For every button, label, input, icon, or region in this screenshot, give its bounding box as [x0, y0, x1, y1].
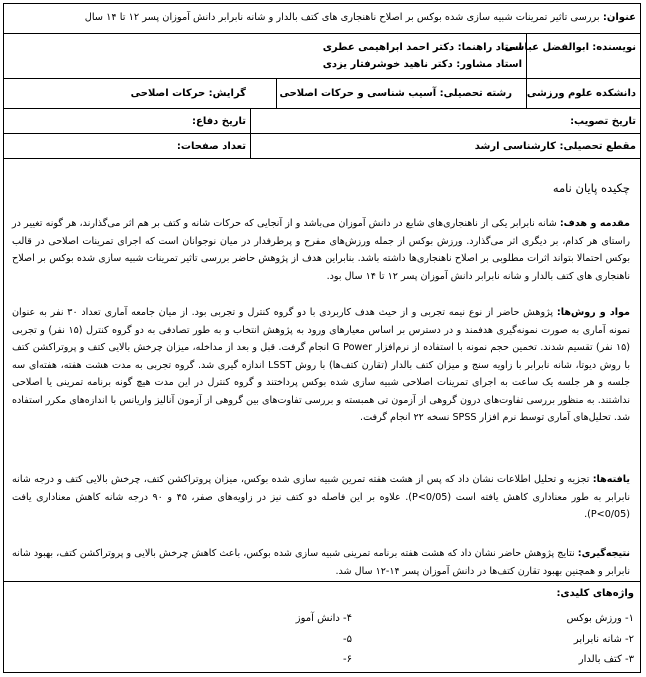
keyword-3: ۳- کتف بالدار [578, 654, 634, 665]
orientation-cell [4, 79, 276, 108]
page-count: تعداد صفحات: [176, 141, 246, 152]
keyword-2: ۲- شانه نابرابر [573, 634, 634, 645]
keywords-section [4, 582, 640, 672]
orientation: گرایش: حرکات اصلاحی [130, 88, 246, 99]
author-row [4, 34, 640, 79]
author-label: نویسنده: [592, 42, 636, 53]
abstract-heading: چکیده پایان نامه [552, 181, 630, 195]
thesis-abstract-form [3, 3, 641, 673]
findings-label: یافته‌ها: [592, 474, 630, 485]
findings-paragraph [12, 471, 630, 524]
intro-label: مقدمه و هدف: [559, 218, 630, 229]
major: رشته تحصیلی: آسیب شناسی و حرکات اصلاحی [279, 88, 512, 99]
keywords-label: واژه‌های کلیدی: [556, 588, 634, 599]
intro-text: شانه نابرابر یکی از ناهنجاری‌های شایع در دانش آموزان می‌باشد و از آنجایی که حرکات شانه و کتف بر هم اثر می‌گذارند، هر گونه تغییر در راستای هر کدام، بر دیگری اثر می‌گذارد. ورزش بوکس از جمله ورزش‌های مفرح و پرطرفدار در میان نوجوانان است که اجرای تمرینات اصلاحی در قالب بوکس احتمالا بتواند اثرات مطلوبی بر اصلاح ناهنجاری‌ها داشته باشد. بنابراین هدف از پژوهش حاضر بررسی تاثیر تمرینات شبیه سازی شده بوکس بر اصلاح ناهنجاری های کتف بالدار و شانه نابرابر دانش آموزان پسر ۱۲ تا ۱۴ سال بود. [12, 218, 630, 282]
advisors-cell [4, 34, 526, 78]
faculty: دانشکده علوم ورزشی [526, 88, 636, 99]
advisor: استاد مشاور: دکتر ناهید خوشرفتار یزدی [322, 59, 522, 70]
methods-text: پژوهش حاضر از نوع نیمه تجربی و از حیث هدف کاربردی با دو گروه کنترل و تجربی بود. از میان جامعه آماری تعداد ۳۰ نفر به عنوان نمونه آماری به صورت نمونه‌گیری هدفمند و در دسترس بر اساس معیارهای ورود به پژوهش انتخاب و به طور تصادفی به دو گروه کنترل (۱۵ نفر) و تجربی (۱۵ نفر) تقسیم شدند. تخمین حجم نمونه با استفاده از نرم‌افزار G Power انجام گرفت. قبل و بعد از مداخله، میزان چرخش بالایی کتف و پروتراکشن کتف با روش دیوتا، شانه نابرابر با زاویه سنج و میزان کتف بالدار (تقارن کتف‌ها) با روش LSST اندازه گیری شد. گروه تجربی به مدت هشت هفته، هفته‌ای سه جلسه و هر جلسه‌ یک ساعت به اجرای تمرینات اصلاحی شبیه سازی شده بوکس پرداختند و گروه کنترل در این مدت هیچ گونه برنامه تمرینی یا اصلاحی نداشتند. به منظور بررسی تفاوت‌های درون گروهی از آزمون تی همبسته و بررسی تفاوت‌های بین گروهی از آزمون آنالیز واریانس با اندازه‌های مکرر استفاده شد. تحلیل‌های آماری توسط نرم افزار SPSS نسخه ۲۲ انجام گرفت. [12, 307, 630, 423]
keyword-1: ۱- ورزش بوکس [566, 613, 634, 624]
defense-date: تاریخ دفاع: [192, 116, 246, 127]
methods-paragraph [12, 304, 630, 427]
keyword-5: ۵- [343, 634, 352, 645]
author-name: ابوالفضل عباسی [504, 42, 590, 53]
title-label: عنوان: [602, 12, 636, 23]
keyword-6: ۶- [343, 654, 352, 665]
approval-cell [250, 109, 640, 133]
faculty-row [4, 79, 640, 109]
findings-text: تجزیه و تحلیل اطلاعات نشان داد که پس از هشت هفته تمرین شبیه سازی شده بوکس، میزان پروتراکشن کتف، چرخش بالایی کتف و درجه شانه نابرابر به طور معناداری کاهش یافته است (P<0/05). علاوه بر این فاصله دو کتف نیز در زاویه‌های صفر، ۴۵ و ۹۰ درجه شانه کاهش معناداری یافت (P<0/05). [12, 474, 630, 520]
dates-row [4, 109, 640, 134]
conclusion-text: نتایج پژوهش حاضر نشان داد که هشت هفته برنامه تمرینی شبیه سازی شده بوکس، باعث کاهش چرخش بالایی و پروتراکشن کتف، بهبود شانه نابرابر و همچنین بهبود تقارن کتف‌ها در دانش آموزان پسر ۱۴-۱۲ سال شد. [12, 548, 630, 577]
title-text: بررسی تاثیر تمرینات شبیه سازی شده بوکس بر اصلاح ناهنجاری های کتف بالدار و شانه نابرابر دانش آموزان پسر ۱۲ تا ۱۴ سال [84, 12, 600, 23]
degree-row [4, 134, 640, 159]
title-line [85, 11, 636, 25]
methods-label: مواد و روش‌ها: [556, 307, 630, 318]
pages-cell [4, 134, 250, 158]
author-cell [504, 34, 640, 78]
conclusion-paragraph [12, 545, 630, 580]
intro-paragraph [12, 215, 630, 285]
supervisor: استاد راهنما: دکتر احمد ابراهیمی عطری [322, 42, 522, 53]
title-row [4, 4, 640, 34]
defense-cell [4, 109, 250, 133]
keyword-4: ۴- دانش آموز [295, 613, 352, 624]
abstract-section [4, 159, 640, 582]
approval-date: تاریخ تصویب: [570, 116, 636, 127]
major-cell [276, 79, 526, 108]
conclusion-label: نتیجه‌گیری: [577, 548, 630, 559]
degree-cell [250, 134, 640, 158]
faculty-cell [526, 79, 640, 108]
degree: مقطع تحصیلی: کارشناسی ارشد [474, 141, 636, 152]
